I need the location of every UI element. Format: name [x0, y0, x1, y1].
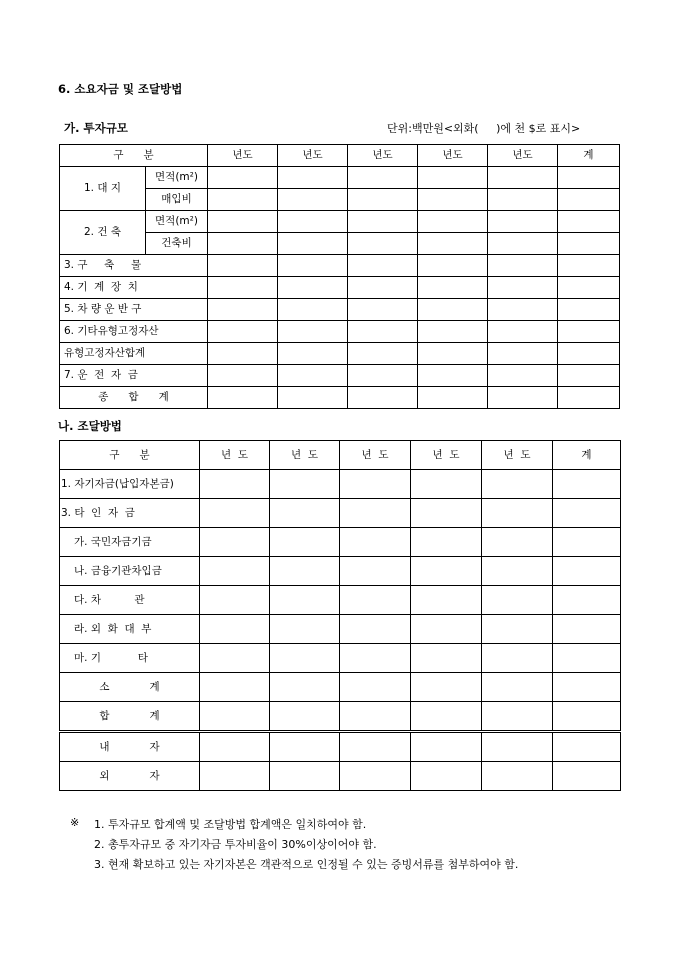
- table-row: [60, 470, 621, 499]
- cell[interactable]: [270, 528, 340, 557]
- cell[interactable]: [340, 615, 411, 644]
- cell[interactable]: [482, 702, 553, 732]
- cell[interactable]: [488, 277, 558, 299]
- row-label: 3. 타 인 자 금: [60, 499, 200, 528]
- cell[interactable]: [348, 343, 418, 365]
- unit-note: 단위:백만원<외화( )에 천 $로 표시>: [387, 122, 581, 135]
- cell[interactable]: [482, 470, 553, 499]
- row-label: 4. 기 계 장 치: [60, 277, 208, 299]
- header-year: 년 도: [340, 441, 411, 470]
- cell[interactable]: [411, 499, 482, 528]
- cell[interactable]: [553, 470, 621, 499]
- cell[interactable]: [348, 167, 418, 189]
- table-header: [60, 441, 621, 470]
- cell[interactable]: [270, 762, 340, 791]
- cell[interactable]: [553, 732, 621, 762]
- cell[interactable]: [558, 277, 620, 299]
- cell[interactable]: [348, 277, 418, 299]
- cell[interactable]: [340, 499, 411, 528]
- cell[interactable]: [270, 615, 340, 644]
- cell[interactable]: [418, 277, 488, 299]
- row-label: 라. 외 화 대 부: [60, 615, 200, 644]
- cell[interactable]: [348, 233, 418, 255]
- cell[interactable]: [270, 557, 340, 586]
- cell[interactable]: [488, 365, 558, 387]
- header-category: 구 분: [60, 441, 200, 470]
- cell[interactable]: [488, 211, 558, 233]
- cell[interactable]: [270, 470, 340, 499]
- cell[interactable]: [200, 557, 270, 586]
- cell[interactable]: [558, 387, 620, 409]
- cell[interactable]: [270, 702, 340, 732]
- cell[interactable]: [411, 557, 482, 586]
- cell[interactable]: [558, 167, 620, 189]
- cell[interactable]: [482, 644, 553, 673]
- cell[interactable]: [488, 233, 558, 255]
- cell[interactable]: [411, 644, 482, 673]
- cell[interactable]: [348, 189, 418, 211]
- cell[interactable]: [278, 299, 348, 321]
- table-row: [60, 211, 620, 233]
- cell[interactable]: [270, 732, 340, 762]
- cell[interactable]: [200, 528, 270, 557]
- cell[interactable]: [418, 255, 488, 277]
- cell[interactable]: [348, 255, 418, 277]
- table-row: [60, 644, 621, 673]
- cell[interactable]: [558, 299, 620, 321]
- cell[interactable]: [278, 255, 348, 277]
- table-row: [60, 499, 621, 528]
- cell[interactable]: [278, 365, 348, 387]
- cell[interactable]: [558, 189, 620, 211]
- investment-title: 가. 투자규모: [64, 121, 128, 135]
- cell[interactable]: [558, 211, 620, 233]
- cell[interactable]: [553, 673, 621, 702]
- cell[interactable]: [482, 499, 553, 528]
- cell[interactable]: [411, 528, 482, 557]
- table-row: [60, 615, 621, 644]
- cell[interactable]: [278, 189, 348, 211]
- cell[interactable]: [418, 233, 488, 255]
- header-category: 구 분: [60, 145, 208, 167]
- row-label-foreign: 외 자: [60, 762, 200, 791]
- row-label-land: 1. 대 지: [60, 167, 146, 211]
- row-label: 유형고정자산합계: [60, 343, 208, 365]
- table-row: [60, 321, 620, 343]
- table-row: [60, 702, 621, 732]
- cell[interactable]: [208, 211, 278, 233]
- cell[interactable]: [482, 732, 553, 762]
- table-row: [60, 528, 621, 557]
- cell[interactable]: [200, 615, 270, 644]
- sub-label-purchase: 매입비: [146, 189, 208, 211]
- cell[interactable]: [488, 387, 558, 409]
- header-year: 년도: [348, 145, 418, 167]
- cell[interactable]: [558, 343, 620, 365]
- sub-label-area: 면적(m²): [146, 167, 208, 189]
- cell[interactable]: [553, 528, 621, 557]
- cell[interactable]: [208, 387, 278, 409]
- sub-label-area: 면적(m²): [146, 211, 208, 233]
- section-title: 6. 소요자금 및 조달방법: [58, 82, 183, 96]
- cell[interactable]: [200, 702, 270, 732]
- cell[interactable]: [488, 189, 558, 211]
- table-row: [60, 343, 620, 365]
- cell[interactable]: [200, 673, 270, 702]
- cell[interactable]: [200, 499, 270, 528]
- header-year: 년 도: [482, 441, 553, 470]
- header-year: 년도: [418, 145, 488, 167]
- row-label-subtotal: 소 계: [60, 673, 200, 702]
- row-label: 1. 자기자금(납입자본금): [60, 470, 200, 499]
- cell[interactable]: [208, 277, 278, 299]
- header-year: 년 도: [411, 441, 482, 470]
- cell[interactable]: [200, 732, 270, 762]
- cell[interactable]: [200, 644, 270, 673]
- cell[interactable]: [208, 189, 278, 211]
- investment-table: [59, 144, 620, 409]
- row-label: 나. 금융기관차입금: [60, 557, 200, 586]
- table-row: [60, 365, 620, 387]
- cell[interactable]: [418, 343, 488, 365]
- table-row: [60, 167, 620, 189]
- cell[interactable]: [558, 233, 620, 255]
- cell[interactable]: [208, 321, 278, 343]
- cell[interactable]: [340, 644, 411, 673]
- cell[interactable]: [411, 702, 482, 732]
- table-header: [60, 145, 620, 167]
- cell[interactable]: [348, 365, 418, 387]
- cell[interactable]: [278, 277, 348, 299]
- row-label: 7. 운 전 자 금: [60, 365, 208, 387]
- cell[interactable]: [278, 233, 348, 255]
- cell[interactable]: [200, 586, 270, 615]
- note-item: 2. 총투자규모 중 자기자금 투자비율이 30%이상이어야 함.: [94, 838, 377, 851]
- table-row: [60, 277, 620, 299]
- cell[interactable]: [208, 233, 278, 255]
- row-label-total: 합 계: [60, 702, 200, 732]
- cell[interactable]: [270, 499, 340, 528]
- cell[interactable]: [270, 673, 340, 702]
- cell[interactable]: [488, 321, 558, 343]
- cell[interactable]: [340, 673, 411, 702]
- header-total: 계: [558, 145, 620, 167]
- cell[interactable]: [270, 586, 340, 615]
- row-label: 가. 국민자금기금: [60, 528, 200, 557]
- cell[interactable]: [482, 557, 553, 586]
- cell[interactable]: [340, 762, 411, 791]
- cell[interactable]: [200, 762, 270, 791]
- cell[interactable]: [208, 167, 278, 189]
- cell[interactable]: [482, 673, 553, 702]
- cell[interactable]: [208, 255, 278, 277]
- table-row: [60, 762, 621, 791]
- row-label: 마. 기 타: [60, 644, 200, 673]
- cell[interactable]: [558, 255, 620, 277]
- cell[interactable]: [418, 365, 488, 387]
- cell[interactable]: [488, 343, 558, 365]
- row-label: 6. 기타유형고정자산: [60, 321, 208, 343]
- cell[interactable]: [553, 702, 621, 732]
- cell[interactable]: [348, 299, 418, 321]
- cell[interactable]: [482, 586, 553, 615]
- funding-title: 나. 조달방법: [58, 419, 122, 433]
- cell[interactable]: [200, 470, 270, 499]
- cell[interactable]: [208, 299, 278, 321]
- cell[interactable]: [488, 299, 558, 321]
- note-item: 3. 현재 확보하고 있는 자기자본은 객관적으로 인정될 수 있는 증빙서류를 첨부하여야 함.: [94, 858, 519, 871]
- cell[interactable]: [340, 586, 411, 615]
- cell[interactable]: [348, 387, 418, 409]
- cell[interactable]: [278, 211, 348, 233]
- header-total: 계: [553, 441, 621, 470]
- table-row: [60, 732, 621, 762]
- cell[interactable]: [340, 702, 411, 732]
- row-label-building: 2. 건 축: [60, 211, 146, 255]
- cell[interactable]: [278, 387, 348, 409]
- cell[interactable]: [340, 732, 411, 762]
- cell[interactable]: [278, 167, 348, 189]
- cell[interactable]: [488, 255, 558, 277]
- cell[interactable]: [340, 470, 411, 499]
- table-row: [60, 557, 621, 586]
- cell[interactable]: [418, 321, 488, 343]
- cell[interactable]: [348, 321, 418, 343]
- header-year: 년도: [278, 145, 348, 167]
- sub-label-cost: 건축비: [146, 233, 208, 255]
- cell[interactable]: [418, 189, 488, 211]
- cell[interactable]: [348, 211, 418, 233]
- cell[interactable]: [418, 299, 488, 321]
- cell[interactable]: [411, 586, 482, 615]
- table-row: [60, 255, 620, 277]
- header-year: 년 도: [270, 441, 340, 470]
- cell[interactable]: [270, 644, 340, 673]
- header-year: 년도: [208, 145, 278, 167]
- cell[interactable]: [482, 615, 553, 644]
- cell[interactable]: [553, 644, 621, 673]
- cell[interactable]: [558, 365, 620, 387]
- cell[interactable]: [340, 557, 411, 586]
- row-label-domestic: 내 자: [60, 732, 200, 762]
- cell[interactable]: [411, 673, 482, 702]
- cell[interactable]: [418, 167, 488, 189]
- table-row: [60, 586, 621, 615]
- cell[interactable]: [411, 732, 482, 762]
- cell[interactable]: [208, 365, 278, 387]
- cell[interactable]: [278, 321, 348, 343]
- cell[interactable]: [553, 615, 621, 644]
- cell[interactable]: [553, 557, 621, 586]
- cell[interactable]: [340, 528, 411, 557]
- cell[interactable]: [482, 528, 553, 557]
- cell[interactable]: [553, 762, 621, 791]
- note-item: 1. 투자규모 합계액 및 조달방법 합계액은 일치하여야 함.: [94, 818, 367, 831]
- cell[interactable]: [411, 762, 482, 791]
- cell[interactable]: [411, 470, 482, 499]
- row-label: 5. 차 량 운 반 구: [60, 299, 208, 321]
- header-year: 년도: [488, 145, 558, 167]
- table-row: [60, 299, 620, 321]
- cell[interactable]: [553, 499, 621, 528]
- funding-table: [59, 440, 621, 791]
- cell[interactable]: [558, 321, 620, 343]
- cell[interactable]: [418, 387, 488, 409]
- cell[interactable]: [418, 211, 488, 233]
- cell[interactable]: [553, 586, 621, 615]
- table-row: [60, 387, 620, 409]
- row-label: 다. 차 관: [60, 586, 200, 615]
- note-mark: ※: [70, 816, 80, 829]
- cell[interactable]: [208, 343, 278, 365]
- cell[interactable]: [482, 762, 553, 791]
- row-label-grand-total: 종 합 계: [60, 387, 208, 409]
- row-label: 3. 구 축 물: [60, 255, 208, 277]
- cell[interactable]: [488, 167, 558, 189]
- header-year: 년 도: [200, 441, 270, 470]
- cell[interactable]: [411, 615, 482, 644]
- table-row: [60, 673, 621, 702]
- cell[interactable]: [278, 343, 348, 365]
